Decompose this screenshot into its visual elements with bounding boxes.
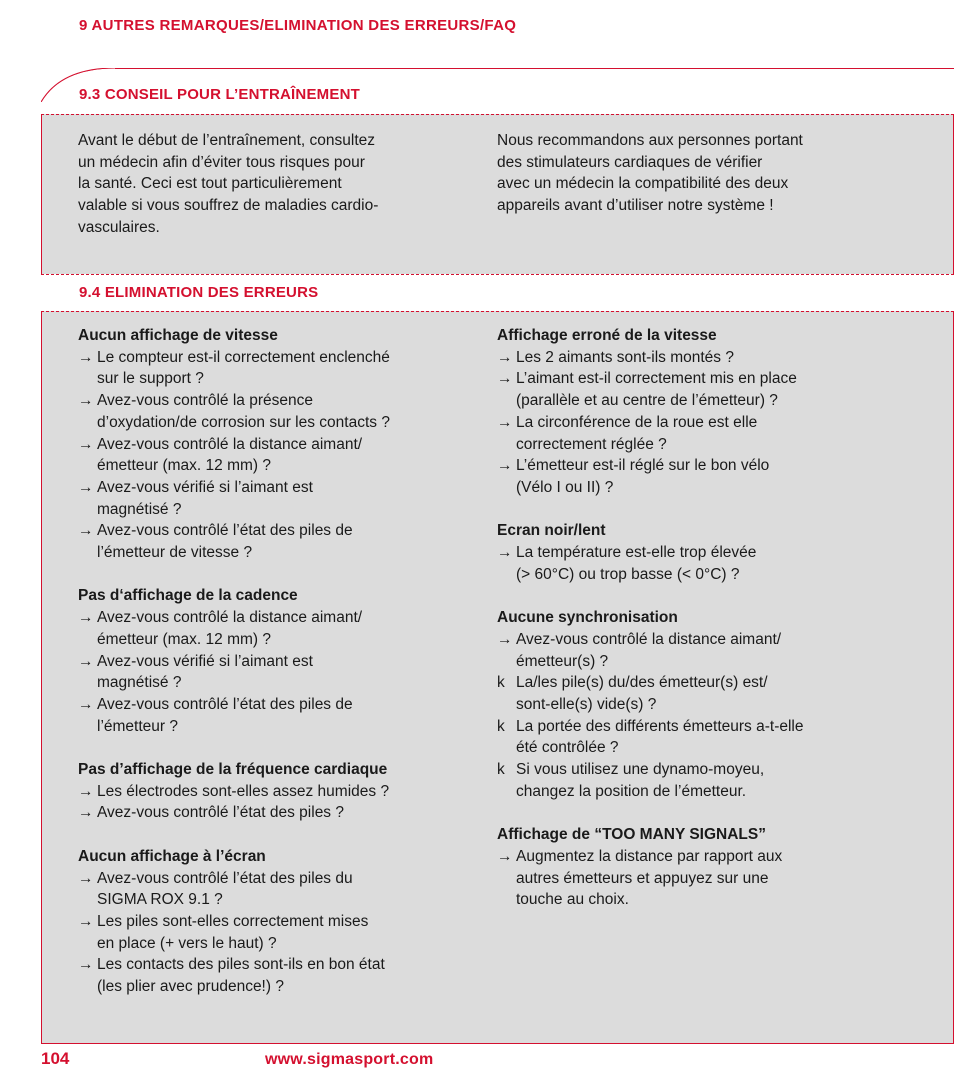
check-item-line: SIGMA ROX 9.1 ? <box>97 891 223 909</box>
footer-url[interactable]: www.sigmasport.com <box>265 1051 434 1068</box>
text-line: la santé. Ceci est tout particulièrement <box>78 175 342 193</box>
check-item-line: Avez-vous contrôlé l’état des piles ? <box>97 804 344 822</box>
check-item-line: Les contacts des piles sont-ils en bon état <box>97 956 385 974</box>
check-item-line: Avez-vous contrôlé la distance aimant/ <box>516 630 782 648</box>
check-item-line: sont-elle(s) vide(s) ? <box>516 695 657 713</box>
errors-right-column <box>497 325 887 933</box>
check-item <box>78 694 468 737</box>
group-heading: Aucun affichage de vitesse <box>78 327 278 344</box>
check-item <box>78 607 468 650</box>
check-item <box>78 434 468 477</box>
check-item <box>497 629 887 672</box>
bullet-arrow-icon: → <box>78 869 94 887</box>
check-item <box>497 455 887 498</box>
group-heading: Pas d’affichage de la fréquence cardiaque <box>78 761 388 779</box>
check-item-line: correctement réglée ? <box>516 435 667 453</box>
check-item-line: Les 2 aimants sont-ils montés ? <box>516 348 734 366</box>
text-line: des stimulateurs cardiaques de vérifier <box>497 153 763 171</box>
corner-curve <box>41 68 115 102</box>
check-item-line: Avez-vous contrôlé la distance aimant/ <box>97 435 363 453</box>
group-heading: Aucun affichage à l’écran <box>78 847 266 865</box>
check-item-line: magnétisé ? <box>97 500 182 518</box>
check-item-line: en place (+ vers le haut) ? <box>97 934 277 952</box>
group-heading: Pas d‘affichage de la cadence <box>78 587 298 605</box>
check-item-line: La/les pile(s) du/des émetteur(s) est/ <box>516 674 768 692</box>
top-rule <box>115 68 954 69</box>
troubleshoot-group <box>78 846 468 998</box>
check-item <box>78 781 468 803</box>
bullet-arrow-icon: → <box>497 847 513 865</box>
check-item <box>78 651 468 694</box>
check-item <box>78 390 468 433</box>
check-item-line: (parallèle et au centre de l’émetteur) ? <box>516 392 778 410</box>
troubleshoot-group <box>497 520 887 585</box>
bullet-arrow-icon: → <box>497 630 513 648</box>
check-item-line: Avez-vous contrôlé l’état des piles du <box>97 869 353 887</box>
divider <box>41 114 954 115</box>
check-item-line: autres émetteurs et appuyez sur une <box>516 869 769 887</box>
text-line: vasculaires. <box>78 218 160 236</box>
check-item-line: Avez-vous vérifié si l’aimant est <box>97 652 313 670</box>
check-item <box>497 368 887 411</box>
check-item <box>497 542 887 585</box>
check-item-line: l’émetteur de vitesse ? <box>97 544 253 562</box>
check-item-line: Avez-vous contrôlé la distance aimant/ <box>97 609 363 627</box>
errors-left-column <box>78 325 468 1019</box>
check-item-line: (> 60°C) ou trop basse (< 0°C) ? <box>516 565 740 583</box>
page-number: 104 <box>41 1049 70 1068</box>
check-item-line: L’aimant est-il correctement mis en place <box>516 370 797 388</box>
check-item-line: changez la position de l’émetteur. <box>516 782 747 800</box>
check-item-line: (les plier avec prudence!) ? <box>97 978 284 996</box>
section-advice-header <box>41 68 954 114</box>
troubleshoot-group <box>78 585 468 737</box>
check-item-line: Avez-vous contrôlé l’état des piles de <box>97 522 353 540</box>
check-item <box>78 911 468 954</box>
check-item-line: sur le support ? <box>97 370 204 388</box>
check-item-line: émetteur(s) ? <box>516 652 609 670</box>
group-heading: Aucune synchronisation <box>497 609 678 627</box>
check-item-line: Avez-vous contrôlé la présence <box>97 392 313 410</box>
check-item-line: touche au choix. <box>516 891 629 909</box>
bullet-arrow-icon: k <box>497 717 505 735</box>
check-item <box>497 347 887 369</box>
check-item-line: été contrôlée ? <box>516 739 619 757</box>
troubleshoot-group <box>78 325 468 564</box>
bullet-arrow-icon: k <box>497 674 505 692</box>
divider <box>41 311 954 312</box>
bullet-arrow-icon: → <box>78 522 94 540</box>
check-item-line: (Vélo I ou II) ? <box>516 478 614 496</box>
bullet-arrow-icon: → <box>78 609 94 627</box>
bullet-arrow-icon: → <box>78 348 94 366</box>
check-item-line: d’oxydation/de corrosion sur les contacts ? <box>97 413 390 431</box>
check-item-line: Augmentez la distance par rapport aux <box>516 847 783 865</box>
group-heading: Affichage erroné de la vitesse <box>497 327 717 344</box>
text-line: appareils avant d’utiliser notre système ! <box>497 197 774 215</box>
check-item-line: émetteur (max. 12 mm) ? <box>97 630 271 648</box>
troubleshoot-group <box>497 325 887 499</box>
section-advice-title: 9.3 CONSEIL POUR L’ENTRAÎNEMENT <box>79 86 360 103</box>
check-item <box>78 477 468 520</box>
bullet-arrow-icon: → <box>78 956 94 974</box>
check-item-line: Le compteur est-il correctement enclenché <box>97 348 390 366</box>
check-item <box>497 846 887 911</box>
check-item <box>78 802 468 824</box>
check-item <box>497 672 887 715</box>
bullet-arrow-icon: → <box>78 912 94 930</box>
bullet-arrow-icon: → <box>497 348 513 366</box>
check-item-line: La température est-elle trop élevée <box>516 544 757 562</box>
check-item-line: Avez-vous vérifié si l’aimant est <box>97 478 313 496</box>
check-item-line: Les électrodes sont-elles assez humides ? <box>97 782 390 800</box>
troubleshoot-group <box>497 824 887 911</box>
check-item <box>497 716 887 759</box>
check-item <box>78 520 468 563</box>
group-heading: Affichage de “TOO MANY SIGNALS” <box>497 826 766 844</box>
troubleshoot-group <box>497 607 887 802</box>
check-item <box>497 759 887 802</box>
check-item-line: magnétisé ? <box>97 674 182 692</box>
bullet-arrow-icon: → <box>497 413 513 431</box>
text-line: valable si vous souffrez de maladies cardio- <box>78 197 379 215</box>
group-heading: Ecran noir/lent <box>497 522 606 540</box>
check-item <box>497 412 887 455</box>
bullet-arrow-icon: → <box>78 804 94 822</box>
bullet-arrow-icon: → <box>497 370 513 388</box>
check-item <box>78 868 468 911</box>
check-item-line: émetteur (max. 12 mm) ? <box>97 457 271 475</box>
check-item-line: L’émetteur est-il réglé sur le bon vélo <box>516 457 770 475</box>
check-item-line: La circonférence de la roue est elle <box>516 413 758 431</box>
section-errors-header <box>41 274 954 311</box>
bullet-arrow-icon: → <box>78 392 94 410</box>
bullet-arrow-icon: → <box>78 435 94 453</box>
bullet-arrow-icon: → <box>78 652 94 670</box>
advice-right-text <box>497 130 887 217</box>
bullet-arrow-icon: → <box>497 544 513 562</box>
text-line: avec un médecin la compatibilité des deux <box>497 175 789 193</box>
check-item-line: l’émetteur ? <box>97 717 178 735</box>
text-line: Avant le début de l’entraînement, consultez <box>78 132 375 149</box>
bullet-arrow-icon: → <box>78 478 94 496</box>
bullet-arrow-icon: → <box>497 457 513 475</box>
advice-left-text <box>78 130 458 239</box>
bullet-arrow-icon: → <box>78 782 94 800</box>
check-item-line: Si vous utilisez une dynamo-moyeu, <box>516 761 765 779</box>
text-line: un médecin afin d’éviter tous risques pour <box>78 153 365 171</box>
divider <box>41 274 954 275</box>
section-errors-title: 9.4 ELIMINATION DES ERREURS <box>79 284 319 301</box>
text-line: Nous recommandons aux personnes portant <box>497 132 803 149</box>
check-item <box>78 347 468 390</box>
bullet-arrow-icon: → <box>78 695 94 713</box>
troubleshoot-group <box>78 759 468 824</box>
chapter-title: 9 AUTRES REMARQUES/ELIMINATION DES ERREURS/FAQ <box>79 17 517 34</box>
check-item-line: Avez-vous contrôlé l’état des piles de <box>97 695 353 713</box>
bullet-arrow-icon: k <box>497 761 505 779</box>
check-item-line: La portée des différents émetteurs a-t-elle <box>516 717 804 735</box>
check-item <box>78 954 468 997</box>
check-item-line: Les piles sont-elles correctement mises <box>97 912 369 930</box>
